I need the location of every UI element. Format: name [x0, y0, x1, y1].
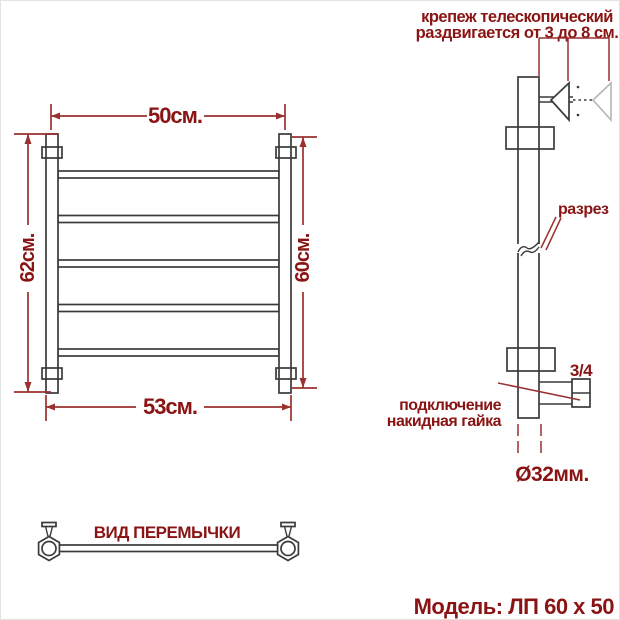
- dimension-bottom-width: [46, 394, 291, 421]
- left-post: [46, 134, 58, 393]
- arrowhead-down-icon: [25, 382, 32, 392]
- dim-left-label: 62см.: [17, 233, 39, 283]
- rung: [58, 171, 279, 178]
- dot: [577, 86, 580, 89]
- dim-right-label: 60см.: [292, 233, 314, 283]
- crossbar: [58, 545, 279, 552]
- connection-label-line2: накидная гайка: [386, 413, 501, 430]
- rung: [58, 305, 279, 312]
- dimension-right-height: [291, 137, 317, 388]
- right-post: [279, 134, 291, 393]
- arrowhead-left-icon: [46, 404, 55, 411]
- section-leader-line: [541, 217, 561, 250]
- fastener-range-leaders: [539, 38, 609, 81]
- dim-top-label: 50см.: [147, 103, 203, 128]
- anchor-cone-extended-ghost: [593, 83, 611, 120]
- arrowhead-right-icon: [282, 404, 291, 411]
- section-label: разрез: [558, 201, 609, 218]
- arrowhead-up-icon: [300, 137, 307, 147]
- model-label: Модель: ЛП 60 х 50: [413, 594, 614, 619]
- connection-fitting: [539, 361, 593, 407]
- side-view-drawing: [387, 8, 619, 486]
- diameter-label: Ø32мм.: [515, 463, 589, 486]
- diameter-extension-lines: [518, 424, 541, 458]
- dimension-top-width: [51, 103, 285, 130]
- rung: [58, 216, 279, 223]
- arrowhead-right-icon: [276, 113, 285, 120]
- air-vent-cap: [281, 523, 295, 527]
- dot: [577, 114, 580, 117]
- arrowhead-left-icon: [51, 113, 60, 120]
- thread-size-label: 3/4: [569, 361, 593, 380]
- air-vent-stem: [285, 527, 292, 538]
- crossbar-view-title: ВИД ПЕРЕМЫЧКИ: [93, 523, 241, 542]
- arrowhead-down-icon: [300, 378, 307, 388]
- dim-bottom-label: 53см.: [142, 394, 198, 419]
- arrowhead-up-icon: [25, 134, 32, 144]
- telescopic-bracket: [539, 83, 611, 120]
- air-vent-stem: [46, 527, 53, 538]
- connection-label-line1: подключение: [399, 397, 501, 414]
- fastener-note-line1: крепеж телескопический: [421, 8, 613, 26]
- anchor-cone: [551, 83, 569, 120]
- front-view-drawing: [42, 134, 296, 393]
- crossbar-view: [39, 523, 299, 561]
- rung: [58, 349, 279, 356]
- rung: [58, 260, 279, 267]
- fastener-note-line2: раздвигается от 3 до 8 см.: [415, 24, 619, 42]
- drawing-canvas: [1, 1, 620, 620]
- air-vent-cap: [42, 523, 56, 527]
